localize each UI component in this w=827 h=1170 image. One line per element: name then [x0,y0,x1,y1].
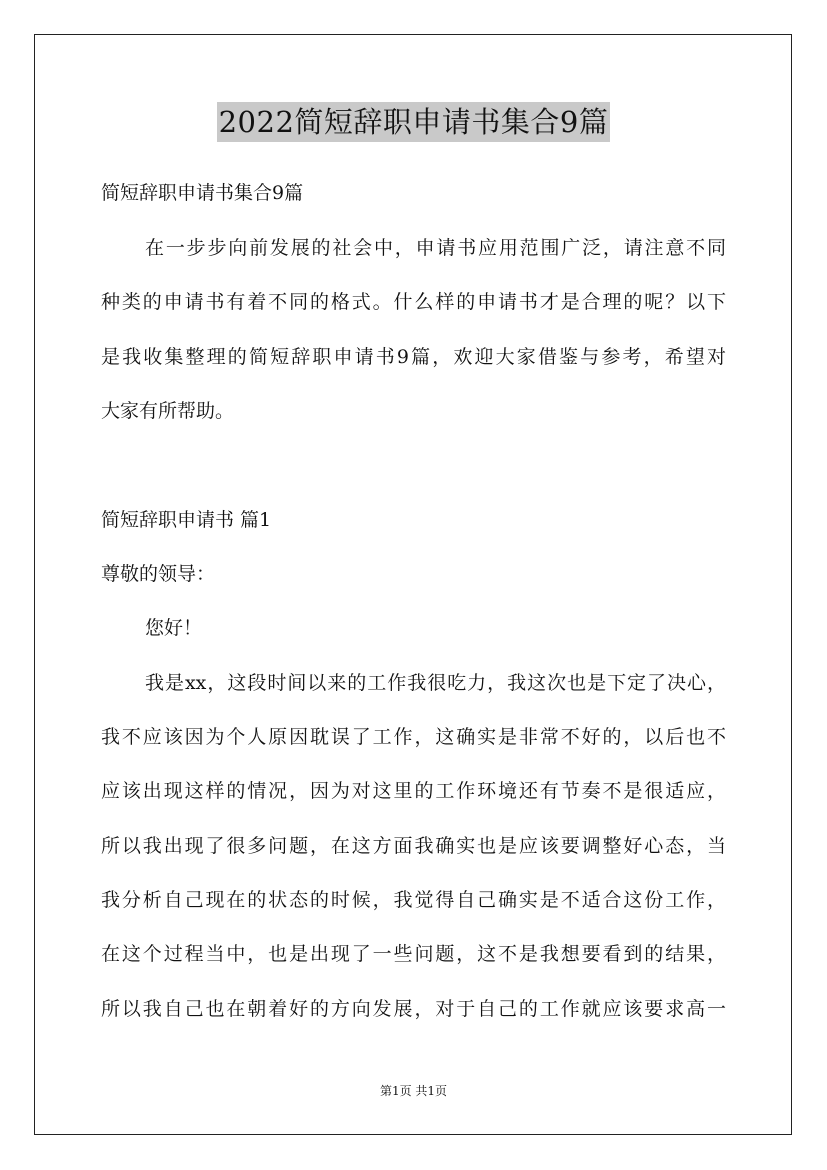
body-line-1: 我是xx，这段时间以来的工作我很吃力，我这次也是下定了决心， [145,672,726,694]
body-line-7: 所以我自己也在朝着好的方向发展，对于自己的工作就应该要求高一 [101,998,726,1020]
subtitle: 简短辞职申请书集合9篇 [101,182,304,204]
body-line-3: 应该出现这样的情况，因为对这里的工作环境还有节奏不是很适应， [101,780,726,802]
intro-line-1: 在一步步向前发展的社会中，申请书应用范围广泛，请注意不同 [145,237,726,259]
body-line-2: 我不应该因为个人原因耽误了工作，这确实是非常不好的，以后也不 [101,726,726,748]
body-line-6: 在这个过程当中，也是出现了一些问题，这不是我想要看到的结果， [101,943,726,965]
intro-line-3: 是我收集整理的简短辞职申请书9篇，欢迎大家借鉴与参考，希望对 [101,346,726,368]
document-title: 2022简短辞职申请书集合9篇 [217,102,611,142]
salutation: 尊敬的领导： [101,563,216,585]
intro-line-2: 种类的申请书有着不同的格式。什么样的申请书才是合理的呢？以下 [101,291,726,313]
section-heading: 简短辞职申请书 篇1 [101,509,272,531]
body-line-5: 我分析自己现在的状态的时候，我觉得自己确实是不适合这份工作， [101,889,726,911]
greeting: 您好！ [145,617,203,639]
title-container [0,102,827,142]
body-line-4: 所以我出现了很多问题，在这方面我确实也是应该要调整好心态，当 [101,835,726,857]
page-footer: 第1页 共1页 [379,1084,448,1098]
intro-line-4: 大家有所帮助。 [101,400,235,422]
